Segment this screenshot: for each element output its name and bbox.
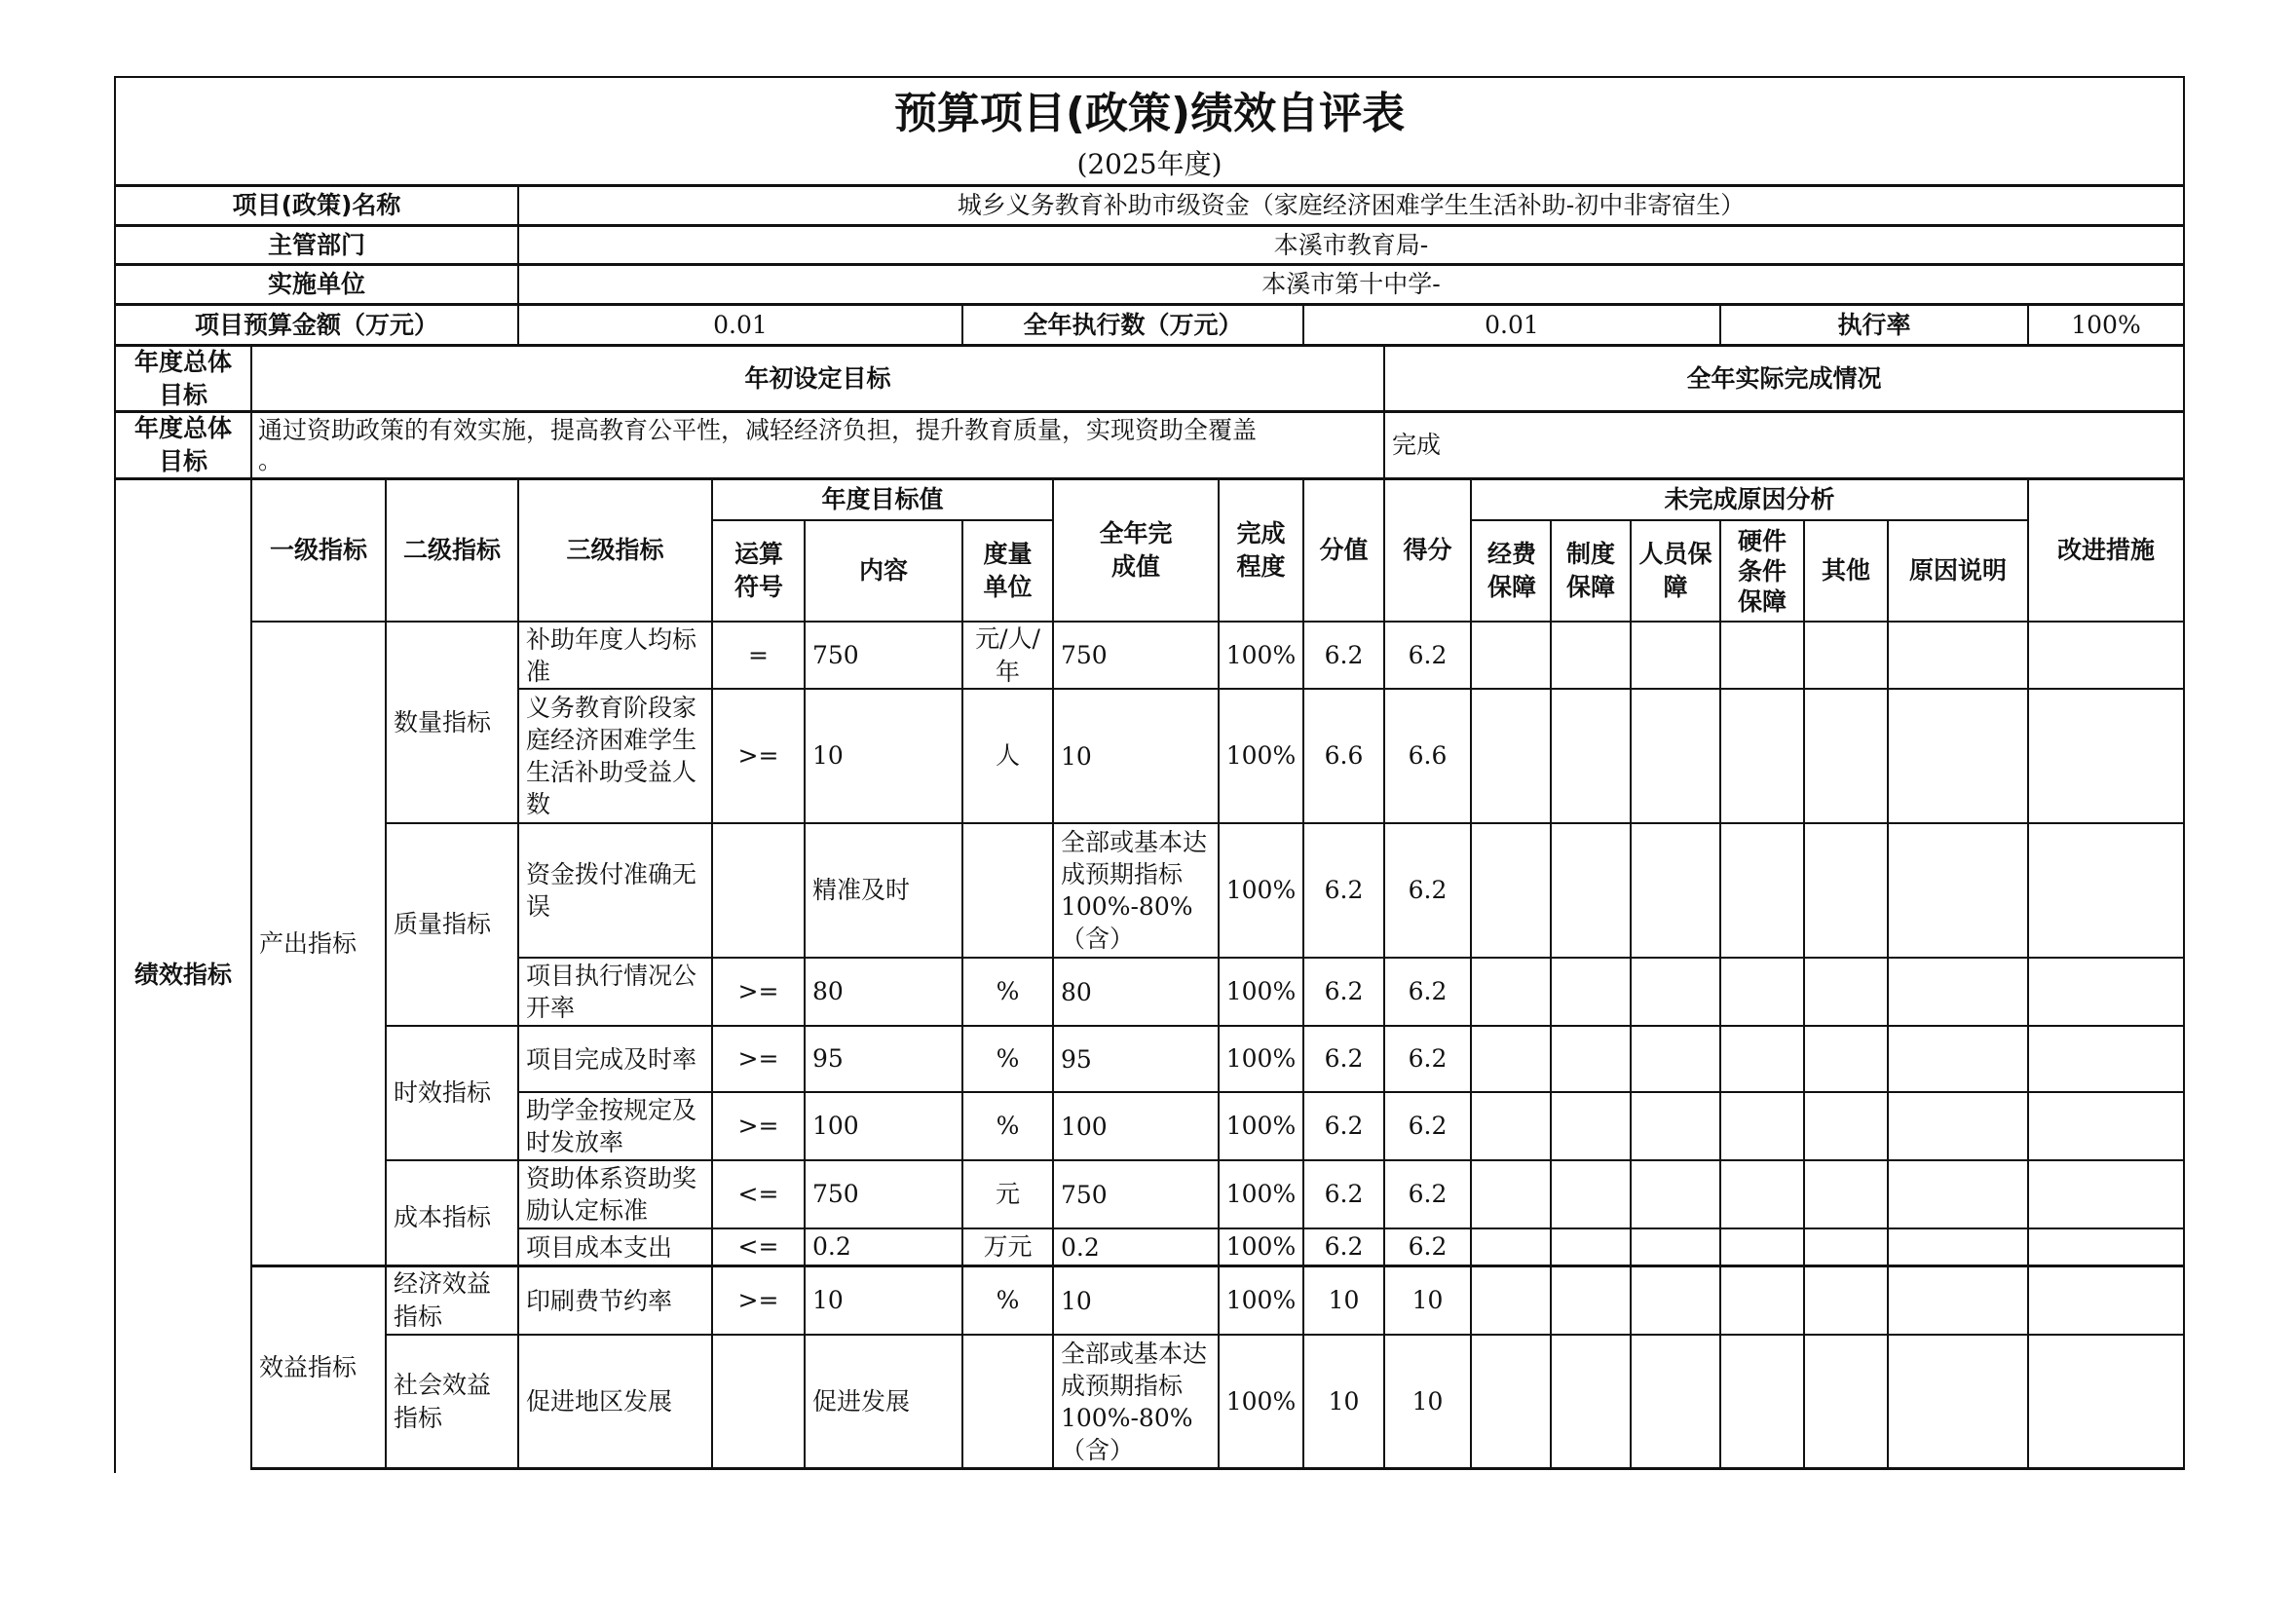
- actual-cell: 750: [1061, 1180, 1108, 1209]
- col-funding: 经费保障: [1486, 540, 1536, 601]
- rule-top: [114, 76, 2185, 78]
- goals-initial-line-2: 。: [258, 446, 283, 474]
- indicator-name: 资金拨付准确无误: [526, 860, 697, 921]
- indicator-name: 义务教育阶段家庭经济困难学生生活补助受益人数: [526, 694, 697, 818]
- unit-cell: %: [996, 1286, 1020, 1314]
- project-name: 城乡义务教育补助市级资金（家庭经济困难学生生活补助-初中非寄宿生）: [957, 191, 1746, 219]
- budget-value: 0.01: [713, 310, 768, 339]
- score-cell: 6.2: [1408, 876, 1448, 904]
- content-cell: 100: [812, 1112, 859, 1140]
- unit-cell: %: [996, 1112, 1020, 1140]
- indicator-name: 项目成本支出: [526, 1232, 673, 1262]
- rule: [1550, 519, 1552, 1470]
- operator-cell: [713, 824, 804, 957]
- content-cell: 80: [812, 977, 844, 1005]
- score-cell: 6.2: [1408, 977, 1448, 1005]
- operator-cell: >=: [737, 1286, 779, 1314]
- goals-label: 年度总体目标: [133, 347, 232, 409]
- unit-cell: %: [996, 1044, 1020, 1073]
- level2-quantity: 数量指标: [394, 707, 492, 736]
- score-value-cell: 6.2: [1324, 876, 1364, 904]
- degree-cell: 100%: [1225, 977, 1297, 1005]
- unit-cell: 元/人/年: [975, 623, 1040, 686]
- indicator-name: 促进地区发展: [526, 1387, 673, 1416]
- operator-cell: <=: [737, 1180, 779, 1208]
- form-title: 预算项目(政策)绩效自评表: [893, 89, 1406, 138]
- level2-economic: 经济效益指标: [394, 1269, 492, 1331]
- content-cell: 750: [812, 640, 859, 669]
- content-cell: 95: [812, 1044, 844, 1073]
- goals-initial-text: [252, 413, 1383, 477]
- unit-cell: 人: [995, 741, 1020, 770]
- actual-cell: 750: [1061, 641, 1108, 669]
- score-value-cell: 10: [1328, 1286, 1360, 1314]
- operator-cell: >=: [737, 1044, 779, 1073]
- goals-label-2: 年度总体目标: [133, 414, 232, 475]
- score-cell: 6.2: [1408, 1044, 1448, 1073]
- operator-cell: >=: [737, 977, 779, 1005]
- indicator-name: 项目执行情况公开率: [526, 962, 697, 1022]
- rule: [2027, 477, 2029, 1470]
- indicator-name: 助学金按规定及时发放率: [526, 1096, 697, 1156]
- col-level2: 二级指标: [402, 536, 501, 564]
- goals-initial-header: 年初设定目标: [744, 363, 891, 393]
- unit-cell: [963, 1336, 1052, 1467]
- indicator-name: 项目完成及时率: [526, 1044, 697, 1074]
- rate-value: 100%: [2071, 310, 2141, 339]
- col-actual: 全年完成值: [1099, 519, 1173, 581]
- score-cell: 6.2: [1408, 1180, 1448, 1208]
- level2-timeliness: 时效指标: [394, 1078, 492, 1107]
- col-other: 其他: [1821, 556, 1870, 585]
- goals-initial-line-1: 通过资助政策的有效实施，提高教育公平性，减轻经济负担，提升教育质量，实现资助全覆盖: [258, 416, 1258, 444]
- unit-cell: 元: [995, 1180, 1020, 1208]
- rule: [1719, 519, 1721, 1470]
- operator-cell: =: [748, 640, 769, 669]
- degree-cell: 100%: [1225, 1044, 1297, 1073]
- rate-label: 执行率: [1837, 310, 1911, 339]
- goals-actual-text: 完成: [1392, 431, 1442, 459]
- actual-cell: 95: [1061, 1044, 1092, 1074]
- operator-cell: >=: [737, 741, 779, 770]
- col-degree: 完成程度: [1236, 519, 1286, 581]
- col-content: 内容: [858, 556, 908, 585]
- dept-value: 本溪市教育局-: [1273, 230, 1429, 259]
- unit-cell: %: [996, 977, 1020, 1005]
- indicator-name: 印刷费节约率: [526, 1286, 673, 1315]
- score-value-cell: 6.2: [1324, 1180, 1364, 1208]
- level1-benefit: 效益指标: [259, 1352, 357, 1381]
- content-cell: 750: [812, 1180, 859, 1208]
- dept-label: 主管部门: [267, 230, 365, 259]
- rule: [1803, 519, 1805, 1470]
- operator-cell: >=: [737, 1112, 779, 1140]
- score-cell: 10: [1411, 1386, 1444, 1416]
- content-cell: 促进发展: [812, 1386, 911, 1416]
- project-name-label: 项目(政策)名称: [232, 191, 401, 219]
- indicators-section-label: 绩效指标: [133, 961, 232, 989]
- score-cell: 10: [1411, 1286, 1444, 1314]
- operator-cell: <=: [737, 1232, 779, 1261]
- col-level3: 三级指标: [566, 536, 664, 564]
- actual-cell: 100: [1061, 1112, 1108, 1141]
- score-value-cell: 6.2: [1324, 1232, 1364, 1261]
- degree-cell: 100%: [1225, 1180, 1297, 1208]
- score-cell: 6.2: [1408, 1232, 1448, 1261]
- content-cell: 10: [812, 741, 844, 770]
- rule: [1887, 519, 1889, 1470]
- degree-cell: 100%: [1225, 741, 1297, 770]
- col-level1: 一级指标: [269, 536, 367, 564]
- actual-cell: 全部或基本达成预期指标100%-80%（含）: [1061, 828, 1208, 953]
- degree-cell: 100%: [1225, 1112, 1297, 1140]
- col-reason-group: 未完成原因分析: [1664, 485, 1835, 513]
- rule: [1470, 477, 1472, 1470]
- form-year: (2025年度): [1076, 148, 1223, 180]
- score-value-cell: 6.2: [1324, 1044, 1364, 1073]
- degree-cell: 100%: [1225, 640, 1297, 669]
- indicator-name: 补助年度人均标准: [526, 624, 697, 686]
- rule-right: [2183, 76, 2185, 1470]
- col-unit: 度量单位: [983, 540, 1033, 601]
- col-explain: 原因说明: [1908, 556, 2007, 585]
- actual-cell: 10: [1061, 1286, 1092, 1315]
- score-value-cell: 6.6: [1324, 741, 1364, 770]
- degree-cell: 100%: [1225, 1286, 1297, 1314]
- level2-social: 社会效益指标: [394, 1370, 492, 1432]
- level2-quality: 质量指标: [394, 910, 492, 938]
- score-value-cell: 10: [1328, 1386, 1360, 1416]
- actual-cell: 80: [1061, 977, 1092, 1006]
- score-value-cell: 6.2: [1324, 1112, 1364, 1140]
- col-system: 制度保障: [1565, 540, 1615, 601]
- executed-value: 0.01: [1485, 310, 1539, 339]
- unit-cell: [963, 824, 1052, 957]
- col-hardware: 硬件条件保障: [1737, 526, 1787, 616]
- actual-cell: 10: [1061, 741, 1092, 771]
- col-personnel: 人员保障: [1638, 540, 1712, 601]
- unit-value: 本溪市第十中学-: [1261, 270, 1441, 298]
- executed-label: 全年执行数（万元）: [1023, 310, 1243, 339]
- content-cell: 10: [812, 1286, 844, 1314]
- score-value-cell: 6.2: [1324, 977, 1364, 1005]
- col-target-group: 年度目标值: [821, 485, 944, 513]
- score-cell: 6.2: [1408, 640, 1448, 669]
- unit-label: 实施单位: [267, 270, 365, 298]
- score-cell: 6.6: [1408, 741, 1448, 770]
- unit-cell: 万元: [983, 1232, 1033, 1261]
- col-operator: 运算符号: [734, 540, 783, 601]
- goals-actual-header: 全年实际完成情况: [1686, 363, 1882, 393]
- actual-cell: 全部或基本达成预期指标100%-80%（含）: [1061, 1339, 1208, 1464]
- budget-label: 项目预算金额（万元）: [194, 310, 438, 339]
- actual-cell: 0.2: [1061, 1232, 1100, 1262]
- score-cell: 6.2: [1408, 1112, 1448, 1140]
- operator-cell: [713, 1336, 804, 1467]
- degree-cell: 100%: [1225, 1232, 1297, 1261]
- degree-cell: 100%: [1225, 1386, 1297, 1416]
- col-score-value: 分值: [1319, 536, 1369, 564]
- level2-cost: 成本指标: [394, 1203, 492, 1231]
- rule: [1630, 519, 1632, 1470]
- level1-output: 产出指标: [259, 928, 357, 958]
- content-cell: 精准及时: [812, 876, 911, 904]
- col-score: 得分: [1403, 536, 1452, 564]
- col-improve: 改进措施: [2056, 536, 2155, 564]
- score-value-cell: 6.2: [1324, 640, 1364, 669]
- degree-cell: 100%: [1225, 876, 1297, 904]
- indicator-name: 资助体系资助奖励认定标准: [526, 1164, 697, 1225]
- content-cell: 0.2: [812, 1232, 851, 1261]
